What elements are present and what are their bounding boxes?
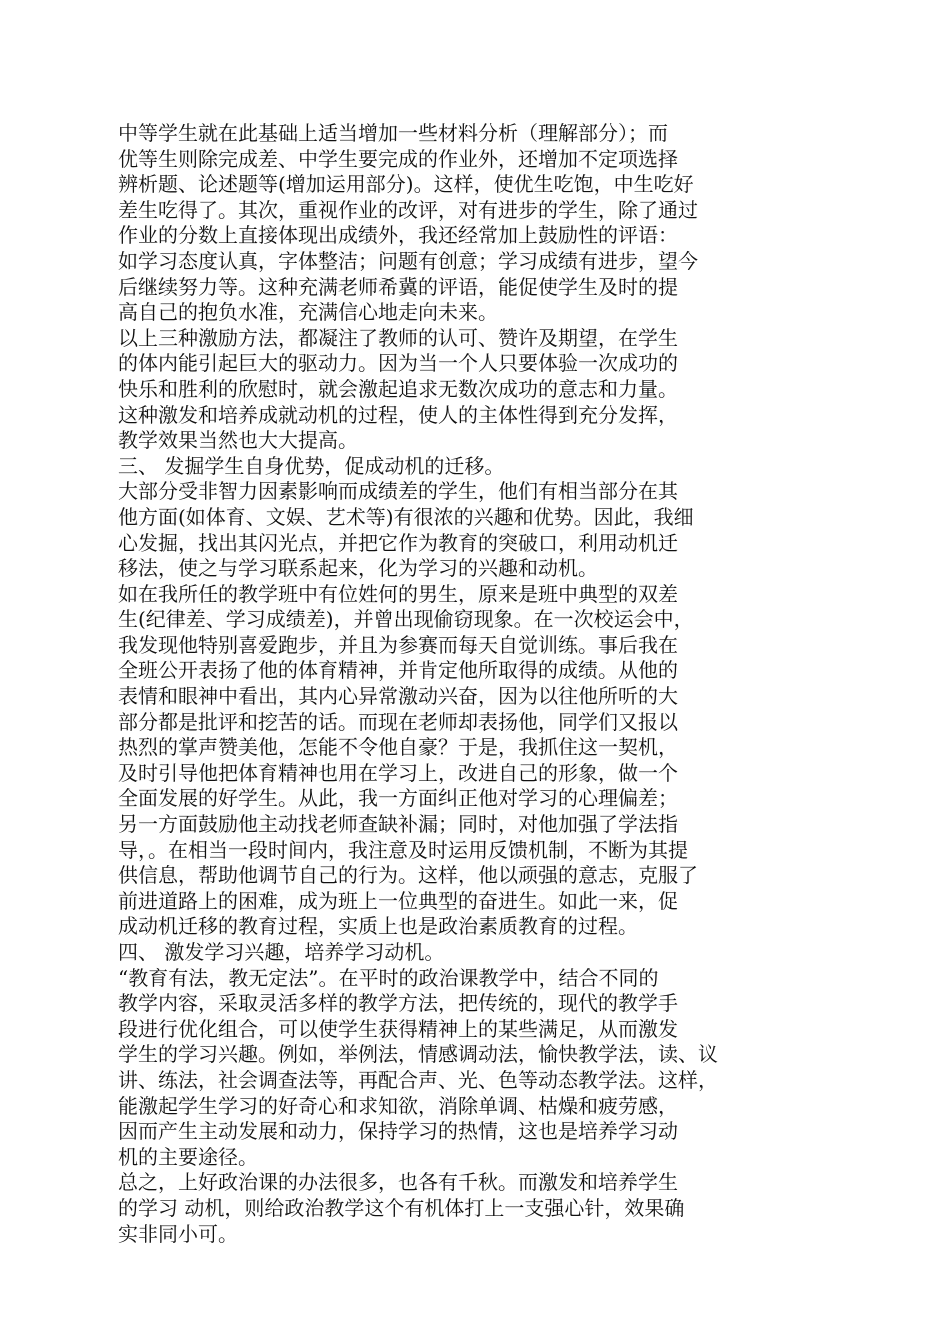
document-body: [118, 121, 830, 1247]
text-line: 我发现他特别喜爱跑步，并且为参赛而每天自觉训练。事后我在: [118, 632, 678, 657]
text-line: 如在我所任的教学班中有位姓何的男生，原来是班中典型的双差: [118, 581, 678, 606]
text-line: 热烈的掌声赞美他，怎能不令他自豪？于是，我抓住这一契机，: [118, 735, 678, 760]
text-line: 大部分受非智力因素影响而成绩差的学生，他们有相当部分在其: [118, 479, 678, 504]
text-line: 因而产生主动发展和动力，保持学习的热情，这也是培养学习动: [118, 1119, 678, 1144]
text-line: 心发掘，找出其闪光点，并把它作为教育的突破口，利用动机迁: [118, 530, 678, 555]
text-line: 这种激发和培养成就动机的过程，使人的主体性得到充分发挥，: [118, 402, 678, 427]
text-line: 前进道路上的困难，成为班上一位典型的奋进生。如此一来，促: [118, 888, 678, 913]
text-line: 教学效果当然也大大提高。: [118, 428, 358, 453]
text-line: 四、 激发学习兴趣，培养学习动机。: [118, 940, 445, 964]
text-line: “教育有法，教无定法”。在平时的政治课教学中，结合不同的: [118, 965, 659, 990]
text-line: 的学习 动机，则给政治教学这个有机体打上一支强心针，效果确: [118, 1195, 685, 1220]
text-line: 表情和眼神中看出，其内心异常激动兴奋，因为以往他所听的大: [118, 684, 678, 709]
text-line: 段进行优化组合，可以使学生获得精神上的某些满足，从而激发: [118, 1016, 678, 1041]
text-line: 供信息，帮助他调节自己的行为。这样，他以顽强的意志，克服了: [118, 863, 698, 888]
text-line: 作业的分数上直接体现出成绩外，我还经常加上鼓励性的评语：: [118, 223, 678, 248]
text-line: 及时引导他把体育精神也用在学习上，改进自己的形象，做一个: [118, 760, 678, 785]
text-line: 生(纪律差、学习成绩差)，并曾出现偷窃现象。在一次校运会中，: [118, 607, 694, 632]
text-line: 差生吃得了。其次，重视作业的改评，对有进步的学生，除了通过: [118, 197, 698, 222]
text-line: 能激起学生学习的好奇心和求知欲，消除单调、枯燥和疲劳感，: [118, 1093, 678, 1118]
text-line: 机的主要途径。: [118, 1144, 258, 1169]
text-line: 导，。在相当一段时间内，我注意及时运用反馈机制，不断为其提: [118, 837, 688, 862]
text-line: 全班公开表扬了他的体育精神，并肯定他所取得的成绩。从他的: [118, 658, 678, 683]
text-line: 移法，使之与学习联系起来，化为学习的兴趣和动机。: [118, 556, 598, 581]
text-line: 优等生则除完成差、中学生要完成的作业外，还增加不定项选择: [118, 146, 678, 171]
text-line: 实非同小可。: [118, 1221, 238, 1246]
text-line: 全面发展的好学生。从此，我一方面纠正他对学习的心理偏差；: [118, 786, 678, 811]
text-line: 另一方面鼓励他主动找老师查缺补漏；同时，对他加强了学法指: [118, 812, 678, 837]
text-line: 学生的学习兴趣。例如，举例法，情感调动法，愉快教学法，读、议: [118, 1042, 718, 1067]
text-line: 后继续努力等。这种充满老师希冀的评语，能促使学生及时的提: [118, 274, 678, 299]
text-line: 如学习态度认真，字体整洁；问题有创意；学习成绩有进步，望今: [118, 248, 698, 273]
text-line: 教学内容，采取灵活多样的教学方法，把传统的，现代的教学手: [118, 991, 678, 1016]
text-line: 快乐和胜利的欣慰时，就会激起追求无数次成功的意志和力量。: [118, 376, 678, 401]
text-line: 成动机迁移的教育过程，实质上也是政治素质教育的过程。: [118, 914, 638, 939]
text-line: 部分都是批评和挖苦的话。而现在老师却表扬他，同学们又报以: [118, 709, 678, 734]
text-line: 辨析题、论述题等(增加运用部分)。这样，使优生吃饱，中生吃好: [118, 172, 694, 197]
text-line: 以上三种激励方法，都凝注了教师的认可、赞许及期望，在学生: [118, 325, 678, 350]
text-line: 中等学生就在此基础上适当增加一些材料分析（理解部分）；而: [118, 121, 668, 145]
text-line: 高自己的抱负水准，充满信心地走向未来。: [118, 300, 498, 325]
text-line: 讲、练法，社会调查法等，再配合声、光、色等动态教学法。这样，: [118, 1067, 718, 1092]
text-line: 他方面(如体育、文娱、艺术等)有很浓的兴趣和优势。因此，我细: [118, 504, 694, 529]
text-line: 三、 发掘学生自身优势，促成动机的迁移。: [118, 453, 505, 478]
text-line: 的体内能引起巨大的驱动力。因为当一个人只要体验一次成功的: [118, 351, 678, 376]
text-line: 总之，上好政治课的办法很多，也各有千秋。而激发和培养学生: [118, 1170, 678, 1195]
